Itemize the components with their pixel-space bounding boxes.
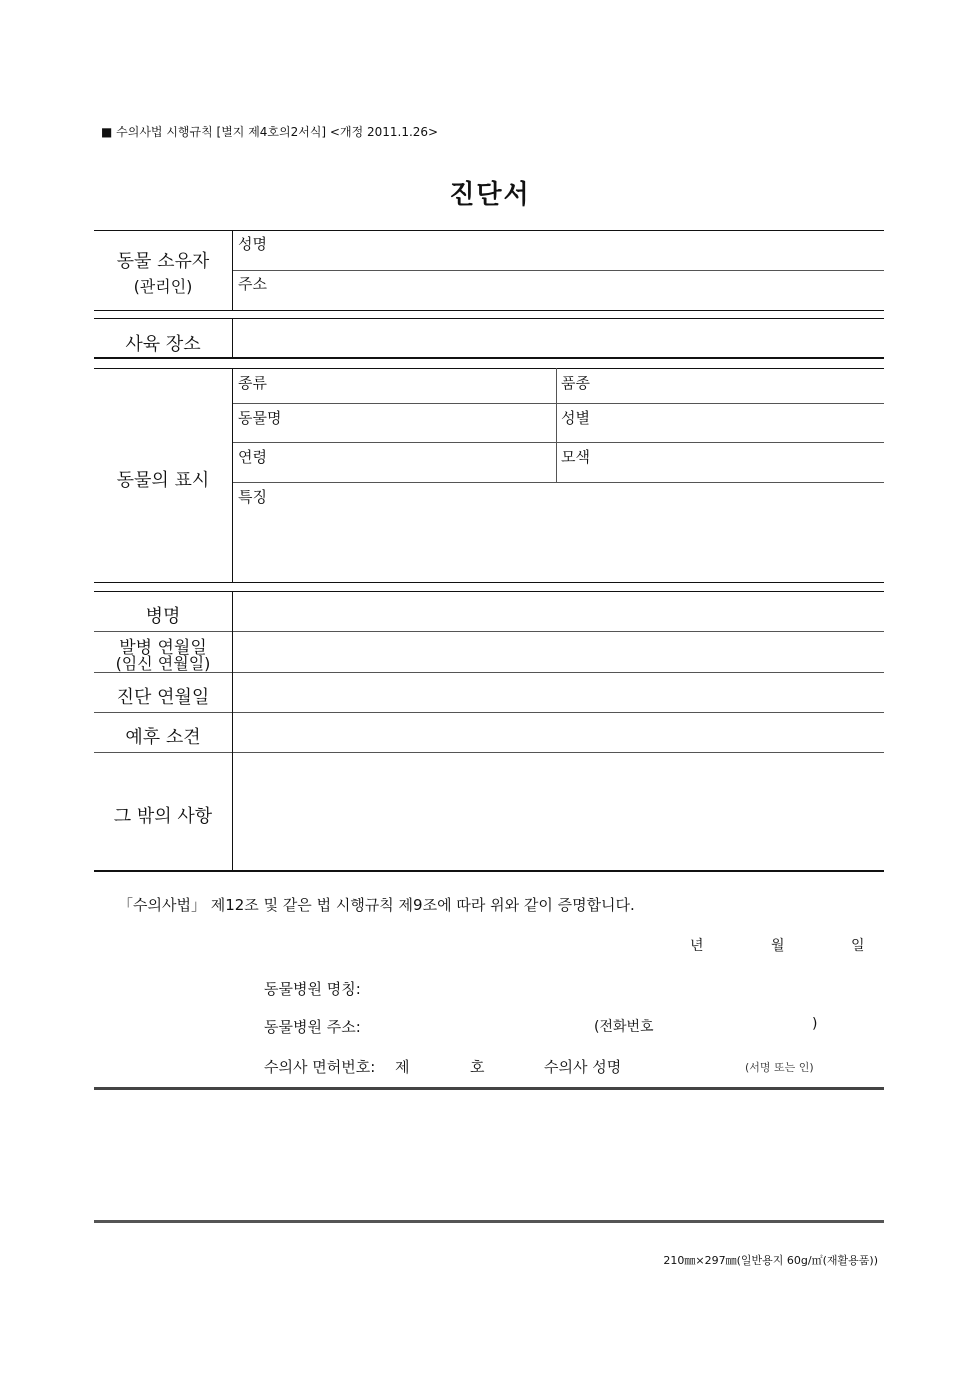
location-field[interactable] — [233, 319, 884, 357]
vet-signature-label: (서명 또는 인) — [745, 1061, 814, 1074]
divider — [233, 482, 884, 483]
certification-statement: 「수의사법」 제12조 및 같은 법 시행규칙 제9조에 따라 위와 같이 증명합니다. — [118, 896, 635, 914]
onset-date-field[interactable] — [233, 632, 884, 672]
divider — [94, 870, 884, 872]
animal-label: 동물의 표시 — [116, 470, 210, 491]
form-header-note: ■ 수의사법 시행규칙 [별지 제4호의2서식] <개정 2011.1.26> — [101, 125, 439, 139]
owner-label: 동물 소유자 — [116, 251, 210, 272]
divider — [232, 230, 233, 310]
vet-license-label: 수의사 면허번호: — [264, 1058, 376, 1076]
animal-age-field[interactable]: 연령 — [238, 448, 267, 466]
vet-name-label: 수의사 성명 — [544, 1058, 622, 1076]
divider — [233, 442, 884, 443]
vet-license-prefix: 제 — [395, 1058, 410, 1076]
owner-name-field[interactable]: 성명 — [238, 235, 267, 253]
disease-name-field[interactable] — [233, 592, 884, 631]
location-label: 사육 장소 — [125, 334, 201, 355]
paper-spec-note: 210㎜×297㎜(일반용지 60g/㎡(재활용품)) — [663, 1254, 878, 1267]
vet-license-suffix: 호 — [470, 1058, 485, 1076]
hospital-name-label: 동물병원 명칭: — [264, 980, 361, 998]
animal-breed-field[interactable]: 품종 — [561, 374, 590, 392]
diagnosis-date-label: 진단 연월일 — [116, 687, 210, 708]
other-notes-field[interactable] — [233, 753, 884, 870]
hospital-phone-label: (전화번호 — [594, 1019, 654, 1035]
divider — [94, 230, 884, 231]
divider — [232, 368, 233, 582]
animal-features-field[interactable]: 특징 — [238, 488, 267, 506]
divider — [94, 1087, 884, 1090]
owner-label-sub: (관리인) — [133, 277, 193, 296]
disease-name-label: 병명 — [145, 606, 181, 627]
animal-name-field[interactable]: 동물명 — [238, 409, 282, 427]
owner-address-field[interactable]: 주소 — [238, 275, 267, 293]
footer-divider — [94, 1220, 884, 1223]
prognosis-field[interactable] — [233, 713, 884, 752]
divider — [233, 403, 884, 404]
hospital-address-label: 동물병원 주소: — [264, 1018, 361, 1036]
date-month-label: 월 — [771, 938, 785, 954]
date-year-label: 년 — [690, 938, 704, 954]
hospital-phone-close: ) — [812, 1016, 818, 1032]
date-day-label: 일 — [851, 938, 865, 954]
page-title: 진단서 — [449, 180, 531, 210]
divider — [94, 582, 884, 583]
animal-color-field[interactable]: 모색 — [561, 448, 590, 466]
onset-date-label: 발병 연월일 — [119, 638, 207, 658]
diagnosis-date-field[interactable] — [233, 673, 884, 712]
prognosis-label: 예후 소견 — [125, 727, 201, 748]
animal-species-field[interactable]: 종류 — [238, 374, 267, 392]
divider — [556, 368, 557, 482]
divider — [94, 357, 884, 359]
divider — [233, 270, 884, 271]
animal-sex-field[interactable]: 성별 — [561, 409, 590, 427]
divider — [94, 310, 884, 311]
divider — [94, 368, 884, 369]
other-notes-label: 그 밖의 사항 — [113, 806, 213, 827]
pregnancy-date-label: (임신 연월일) — [115, 654, 211, 673]
